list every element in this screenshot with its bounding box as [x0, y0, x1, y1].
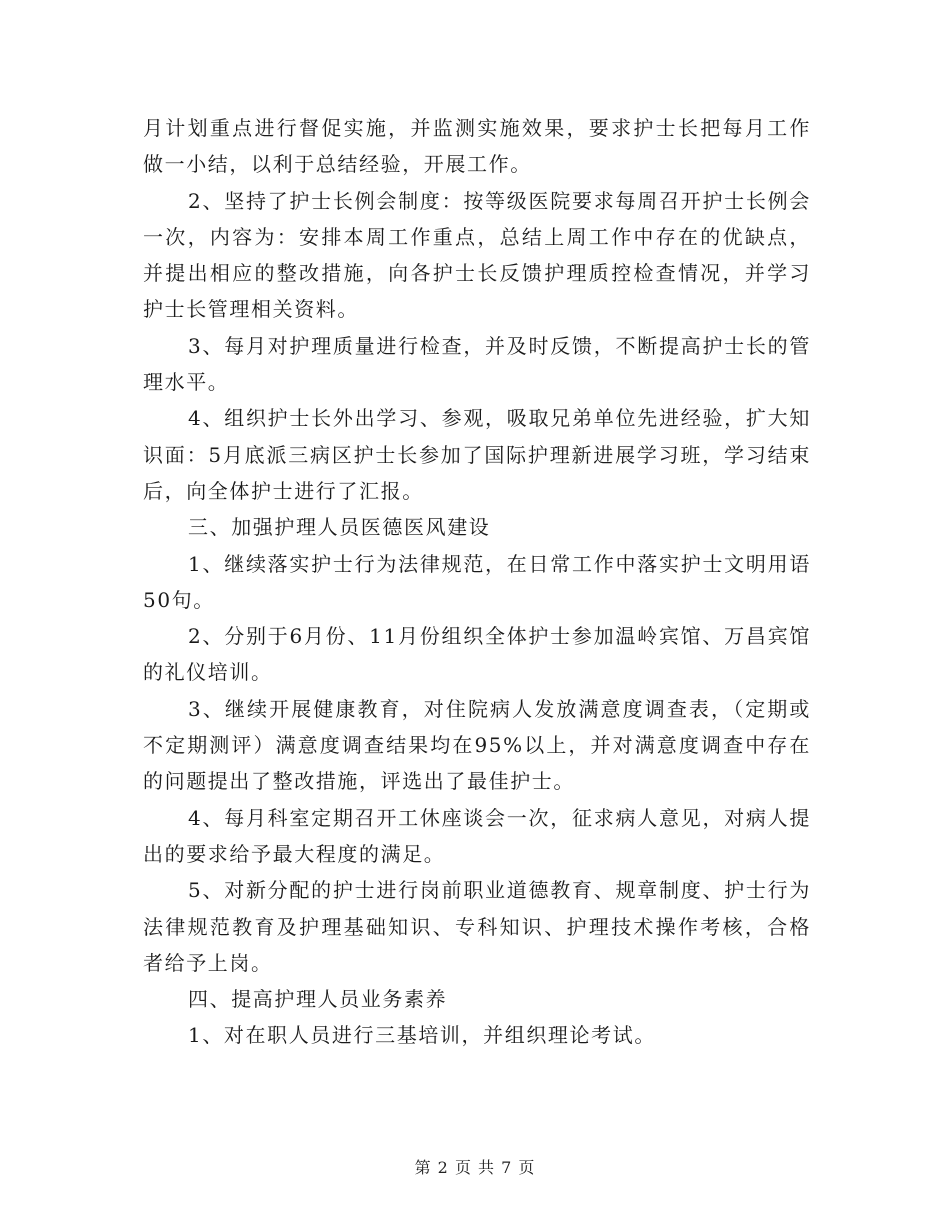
- document-body: [143, 110, 811, 1054]
- page-number-footer: 第 2 页 共 7 页: [414, 1158, 536, 1177]
- paragraph-1: 月计划重点进行督促实施，并监测实施效果，要求护士长把每月工作做一小结，以利于总结经验，开展工作。: [143, 116, 811, 177]
- paragraph-7: 2、分别于6月份、11月份组织全体护士参加温岭宾馆、万昌宾馆的礼仪培训。: [143, 624, 811, 685]
- paragraph-9: 4、每月科室定期召开工休座谈会一次，征求病人意见，对病人提出的要求给予最大程度的满足。: [143, 805, 811, 866]
- section-heading-4: 四、提高护理人员业务素养: [188, 987, 448, 1012]
- paragraph-4: 4、组织护士长外出学习、参观，吸取兄弟单位先进经验，扩大知识面：5月底派三病区护士长参加了国际护理新进展学习班，学习结束后，向全体护士进行了汇报。: [143, 406, 811, 503]
- paragraph-2: 2、坚持了护士长例会制度：按等级医院要求每周召开护士长例会一次，内容为：安排本周工作重点，总结上周工作中存在的优缺点，并提出相应的整改措施，向各护士长反馈护理质控检查情况，并学习护士长管理相关资料。: [143, 188, 811, 322]
- paragraph-6: 1、继续落实护士行为法律规范，在日常工作中落实护士文明用语50句。: [143, 551, 811, 612]
- paragraph-3: 3、每月对护理质量进行检查，并及时反馈，不断提高护士长的管理水平。: [143, 333, 811, 395]
- section-heading-3: 三、加强护理人员医德医风建设: [188, 515, 491, 540]
- paragraph-10: 5、对新分配的护士进行岗前职业道德教育、规章制度、护士行为法律规范教育及护理基础知识、专科知识、护理技术操作考核，合格者给予上岗。: [143, 878, 811, 975]
- paragraph-12: 1、对在职人员进行三基培训，并组织理论考试。: [188, 1023, 656, 1048]
- paragraph-8: 3、继续开展健康教育，对住院病人发放满意度调查表，（定期或不定期测评）满意度调查结果均在95%以上，并对满意度调查中存在的问题提出了整改措施，评选出了最佳护士。: [143, 696, 811, 794]
